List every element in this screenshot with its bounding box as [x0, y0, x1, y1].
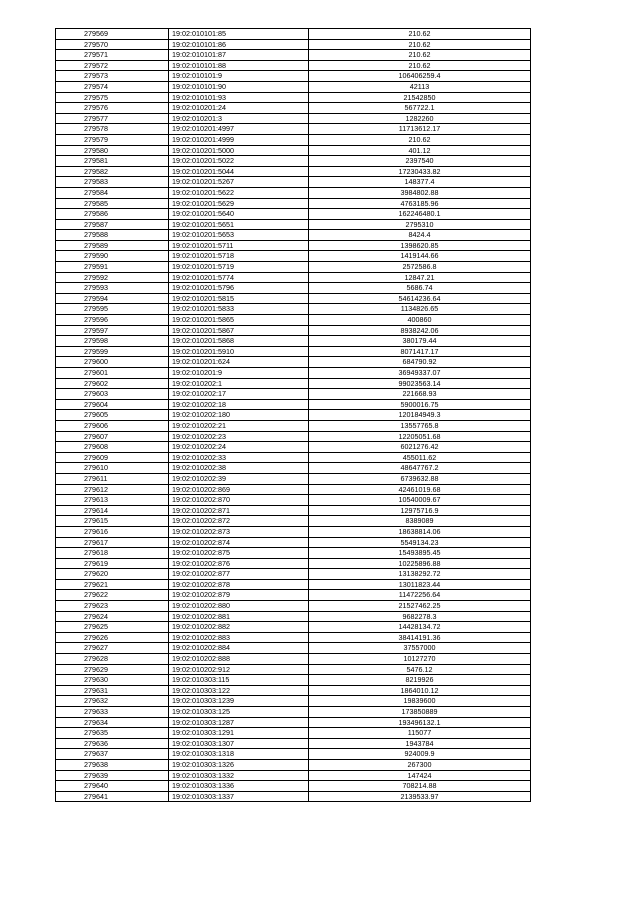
cadastral-number-cell: 19:02:010201:5910	[169, 346, 309, 357]
table-row	[56, 81, 531, 92]
cadastral-number-cell: 19:02:010202:870	[169, 495, 309, 506]
table-row	[56, 134, 531, 145]
row-number-cell: 279608	[56, 442, 169, 453]
row-number-cell: 279599	[56, 346, 169, 357]
cadastral-value-cell: 684790.92	[309, 357, 531, 368]
cadastral-value-cell: 6021276.42	[309, 442, 531, 453]
table-row	[56, 548, 531, 559]
cadastral-value-cell: 210.62	[309, 29, 531, 40]
cadastral-value-cell: 42461019.68	[309, 484, 531, 495]
row-number-cell: 279610	[56, 463, 169, 474]
cadastral-value-cell: 708214.88	[309, 781, 531, 792]
table-row	[56, 664, 531, 675]
cadastral-value-cell: 162246480.1	[309, 209, 531, 220]
table-row	[56, 378, 531, 389]
cadastral-number-cell: 19:02:010101:90	[169, 81, 309, 92]
row-number-cell: 279636	[56, 738, 169, 749]
row-number-cell: 279591	[56, 262, 169, 273]
row-number-cell: 279621	[56, 579, 169, 590]
table-row	[56, 420, 531, 431]
cadastral-number-cell: 19:02:010202:1	[169, 378, 309, 389]
table-row	[56, 315, 531, 326]
cadastral-number-cell: 19:02:010303:1332	[169, 770, 309, 781]
cadastral-value-cell: 48647767.2	[309, 463, 531, 474]
row-number-cell: 279605	[56, 410, 169, 421]
table-row	[56, 113, 531, 124]
cadastral-value-cell: 221668.93	[309, 389, 531, 400]
table-row	[56, 124, 531, 135]
table-row	[56, 198, 531, 209]
row-number-cell: 279635	[56, 728, 169, 739]
cadastral-number-cell: 19:02:010202:869	[169, 484, 309, 495]
table-row	[56, 770, 531, 781]
cadastral-number-cell: 19:02:010101:85	[169, 29, 309, 40]
row-number-cell: 279592	[56, 272, 169, 283]
data-table	[55, 28, 531, 802]
cadastral-value-cell: 19839600	[309, 696, 531, 707]
cadastral-value-cell: 37557000	[309, 643, 531, 654]
row-number-cell: 279623	[56, 601, 169, 612]
cadastral-number-cell: 19:02:010303:125	[169, 707, 309, 718]
cadastral-value-cell: 10540009.67	[309, 495, 531, 506]
cadastral-value-cell: 17230433.82	[309, 166, 531, 177]
row-number-cell: 279602	[56, 378, 169, 389]
row-number-cell: 279615	[56, 516, 169, 527]
cadastral-number-cell: 19:02:010303:122	[169, 685, 309, 696]
cadastral-value-cell: 210.62	[309, 39, 531, 50]
cadastral-value-cell: 5476.12	[309, 664, 531, 675]
cadastral-value-cell: 18638814.06	[309, 526, 531, 537]
cadastral-number-cell: 19:02:010202:874	[169, 537, 309, 548]
row-number-cell: 279632	[56, 696, 169, 707]
table-row	[56, 728, 531, 739]
table-row	[56, 389, 531, 400]
table-row	[56, 442, 531, 453]
cadastral-value-cell: 11713612.17	[309, 124, 531, 135]
table-row	[56, 484, 531, 495]
cadastral-value-cell: 120184949.3	[309, 410, 531, 421]
cadastral-number-cell: 19:02:010101:87	[169, 50, 309, 61]
cadastral-number-cell: 19:02:010201:5629	[169, 198, 309, 209]
table-row	[56, 749, 531, 760]
row-number-cell: 279619	[56, 558, 169, 569]
row-number-cell: 279578	[56, 124, 169, 135]
cadastral-number-cell: 19:02:010201:5867	[169, 325, 309, 336]
cadastral-value-cell: 42113	[309, 81, 531, 92]
table-row	[56, 410, 531, 421]
row-number-cell: 279617	[56, 537, 169, 548]
cadastral-number-cell: 19:02:010101:9	[169, 71, 309, 82]
table-row	[56, 717, 531, 728]
cadastral-number-cell: 19:02:010101:93	[169, 92, 309, 103]
row-number-cell: 279607	[56, 431, 169, 442]
table-row	[56, 39, 531, 50]
row-number-cell: 279590	[56, 251, 169, 262]
row-number-cell: 279593	[56, 283, 169, 294]
table-row	[56, 177, 531, 188]
table-row	[56, 601, 531, 612]
cadastral-number-cell: 19:02:010303:1307	[169, 738, 309, 749]
table-row	[56, 675, 531, 686]
cadastral-value-cell: 115077	[309, 728, 531, 739]
table-row	[56, 262, 531, 273]
row-number-cell: 279626	[56, 632, 169, 643]
cadastral-number-cell: 19:02:010303:1239	[169, 696, 309, 707]
table-row	[56, 156, 531, 167]
cadastral-value-cell: 12975716.9	[309, 505, 531, 516]
cadastral-number-cell: 19:02:010303:1337	[169, 791, 309, 802]
cadastral-number-cell: 19:02:010202:878	[169, 579, 309, 590]
table-row	[56, 579, 531, 590]
row-number-cell: 279576	[56, 103, 169, 114]
cadastral-number-cell: 19:02:010202:877	[169, 569, 309, 580]
cadastral-number-cell: 19:02:010303:1291	[169, 728, 309, 739]
row-number-cell: 279638	[56, 759, 169, 770]
cadastral-number-cell: 19:02:010202:873	[169, 526, 309, 537]
row-number-cell: 279601	[56, 368, 169, 379]
table-row	[56, 304, 531, 315]
cadastral-value-cell: 14428134.72	[309, 622, 531, 633]
row-number-cell: 279600	[56, 357, 169, 368]
table-row	[56, 336, 531, 347]
cadastral-value-cell: 38414191.36	[309, 632, 531, 643]
cadastral-value-cell: 8424.4	[309, 230, 531, 241]
row-number-cell: 279586	[56, 209, 169, 220]
cadastral-value-cell: 12205051.68	[309, 431, 531, 442]
cadastral-number-cell: 19:02:010201:5815	[169, 293, 309, 304]
row-number-cell: 279620	[56, 569, 169, 580]
cadastral-value-cell: 15493895.45	[309, 548, 531, 559]
table-row	[56, 230, 531, 241]
cadastral-number-cell: 19:02:010202:880	[169, 601, 309, 612]
table-row	[56, 357, 531, 368]
cadastral-value-cell: 193496132.1	[309, 717, 531, 728]
table-row	[56, 219, 531, 230]
cadastral-number-cell: 19:02:010303:115	[169, 675, 309, 686]
table-row	[56, 103, 531, 114]
row-number-cell: 279637	[56, 749, 169, 760]
cadastral-number-cell: 19:02:010201:5774	[169, 272, 309, 283]
row-number-cell: 279625	[56, 622, 169, 633]
cadastral-value-cell: 8071417.17	[309, 346, 531, 357]
cadastral-value-cell: 1864010.12	[309, 685, 531, 696]
cadastral-number-cell: 19:02:010202:180	[169, 410, 309, 421]
table-row	[56, 283, 531, 294]
cadastral-number-cell: 19:02:010202:875	[169, 548, 309, 559]
cadastral-number-cell: 19:02:010201:5796	[169, 283, 309, 294]
row-number-cell: 279569	[56, 29, 169, 40]
cadastral-number-cell: 19:02:010202:872	[169, 516, 309, 527]
cadastral-number-cell: 19:02:010201:5833	[169, 304, 309, 315]
cadastral-value-cell: 3984802.88	[309, 187, 531, 198]
cadastral-number-cell: 19:02:010201:5000	[169, 145, 309, 156]
row-number-cell: 279596	[56, 315, 169, 326]
cadastral-value-cell: 455011.62	[309, 452, 531, 463]
cadastral-value-cell: 13557765.8	[309, 420, 531, 431]
table-row	[56, 473, 531, 484]
table-row	[56, 707, 531, 718]
cadastral-number-cell: 19:02:010201:9	[169, 368, 309, 379]
cadastral-number-cell: 19:02:010101:88	[169, 60, 309, 71]
cadastral-value-cell: 54614236.64	[309, 293, 531, 304]
row-number-cell: 279639	[56, 770, 169, 781]
table-row	[56, 325, 531, 336]
table-row	[56, 50, 531, 61]
table-row	[56, 293, 531, 304]
cadastral-value-cell: 1398620.85	[309, 240, 531, 251]
row-number-cell: 279633	[56, 707, 169, 718]
row-number-cell: 279584	[56, 187, 169, 198]
cadastral-number-cell: 19:02:010201:4999	[169, 134, 309, 145]
cadastral-value-cell: 924009.9	[309, 749, 531, 760]
cadastral-number-cell: 19:02:010201:5865	[169, 315, 309, 326]
cadastral-number-cell: 19:02:010201:5868	[169, 336, 309, 347]
cadastral-value-cell: 8389089	[309, 516, 531, 527]
cadastral-value-cell: 1282260	[309, 113, 531, 124]
table-row	[56, 505, 531, 516]
cadastral-number-cell: 19:02:010201:5718	[169, 251, 309, 262]
cadastral-number-cell: 19:02:010202:879	[169, 590, 309, 601]
cadastral-number-cell: 19:02:010201:5267	[169, 177, 309, 188]
cadastral-number-cell: 19:02:010201:5044	[169, 166, 309, 177]
cadastral-number-cell: 19:02:010202:888	[169, 654, 309, 665]
cadastral-value-cell: 400860	[309, 315, 531, 326]
cadastral-value-cell: 106406259.4	[309, 71, 531, 82]
cadastral-value-cell: 173850889	[309, 707, 531, 718]
cadastral-value-cell: 9682278.3	[309, 611, 531, 622]
row-number-cell: 279589	[56, 240, 169, 251]
row-number-cell: 279573	[56, 71, 169, 82]
row-number-cell: 279614	[56, 505, 169, 516]
table-row	[56, 92, 531, 103]
cadastral-number-cell: 19:02:010201:624	[169, 357, 309, 368]
row-number-cell: 279570	[56, 39, 169, 50]
table-row	[56, 632, 531, 643]
row-number-cell: 279582	[56, 166, 169, 177]
row-number-cell: 279597	[56, 325, 169, 336]
cadastral-value-cell: 5686.74	[309, 283, 531, 294]
cadastral-number-cell: 19:02:010202:21	[169, 420, 309, 431]
table-row	[56, 781, 531, 792]
table-row	[56, 759, 531, 770]
cadastral-number-cell: 19:02:010202:38	[169, 463, 309, 474]
cadastral-value-cell: 11472256.64	[309, 590, 531, 601]
row-number-cell: 279616	[56, 526, 169, 537]
cadastral-number-cell: 19:02:010202:24	[169, 442, 309, 453]
row-number-cell: 279580	[56, 145, 169, 156]
cadastral-value-cell: 21542850	[309, 92, 531, 103]
cadastral-value-cell: 8219926	[309, 675, 531, 686]
table-row	[56, 685, 531, 696]
cadastral-number-cell: 19:02:010201:5653	[169, 230, 309, 241]
cadastral-number-cell: 19:02:010202:884	[169, 643, 309, 654]
cadastral-number-cell: 19:02:010202:871	[169, 505, 309, 516]
cadastral-number-cell: 19:02:010303:1287	[169, 717, 309, 728]
table-row	[56, 272, 531, 283]
cadastral-number-cell: 19:02:010202:881	[169, 611, 309, 622]
cadastral-value-cell: 1419144.66	[309, 251, 531, 262]
cadastral-number-cell: 19:02:010201:24	[169, 103, 309, 114]
table-row	[56, 463, 531, 474]
row-number-cell: 279588	[56, 230, 169, 241]
table-row	[56, 166, 531, 177]
cadastral-number-cell: 19:02:010202:33	[169, 452, 309, 463]
table-row	[56, 452, 531, 463]
cadastral-number-cell: 19:02:010201:5651	[169, 219, 309, 230]
row-number-cell: 279622	[56, 590, 169, 601]
table-row	[56, 558, 531, 569]
cadastral-number-cell: 19:02:010101:86	[169, 39, 309, 50]
cadastral-value-cell: 1943784	[309, 738, 531, 749]
cadastral-value-cell: 210.62	[309, 60, 531, 71]
cadastral-value-cell: 401.12	[309, 145, 531, 156]
row-number-cell: 279634	[56, 717, 169, 728]
cadastral-number-cell: 19:02:010202:876	[169, 558, 309, 569]
row-number-cell: 279587	[56, 219, 169, 230]
cadastral-number-cell: 19:02:010202:912	[169, 664, 309, 675]
row-number-cell: 279575	[56, 92, 169, 103]
cadastral-value-cell: 8938242.06	[309, 325, 531, 336]
cadastral-value-cell: 6739632.88	[309, 473, 531, 484]
cadastral-number-cell: 19:02:010202:882	[169, 622, 309, 633]
row-number-cell: 279629	[56, 664, 169, 675]
cadastral-value-cell: 36949337.07	[309, 368, 531, 379]
row-number-cell: 279583	[56, 177, 169, 188]
table-row	[56, 251, 531, 262]
table-body	[56, 29, 531, 802]
table-row	[56, 346, 531, 357]
table-row	[56, 516, 531, 527]
row-number-cell: 279611	[56, 473, 169, 484]
cadastral-number-cell: 19:02:010201:5640	[169, 209, 309, 220]
cadastral-value-cell: 2795310	[309, 219, 531, 230]
row-number-cell: 279577	[56, 113, 169, 124]
table-row	[56, 29, 531, 40]
row-number-cell: 279574	[56, 81, 169, 92]
cadastral-value-cell: 99023563.14	[309, 378, 531, 389]
cadastral-number-cell: 19:02:010201:5711	[169, 240, 309, 251]
cadastral-value-cell: 210.62	[309, 50, 531, 61]
cadastral-number-cell: 19:02:010201:5622	[169, 187, 309, 198]
table-row	[56, 431, 531, 442]
table-row	[56, 71, 531, 82]
cadastral-number-cell: 19:02:010303:1336	[169, 781, 309, 792]
table-row	[56, 209, 531, 220]
table-row	[56, 526, 531, 537]
row-number-cell: 279594	[56, 293, 169, 304]
cadastral-value-cell: 380179.44	[309, 336, 531, 347]
table-row	[56, 696, 531, 707]
row-number-cell: 279609	[56, 452, 169, 463]
cadastral-value-cell: 147424	[309, 770, 531, 781]
cadastral-value-cell: 21527462.25	[309, 601, 531, 612]
table-row	[56, 611, 531, 622]
cadastral-value-cell: 210.62	[309, 134, 531, 145]
row-number-cell: 279631	[56, 685, 169, 696]
cadastral-value-cell: 13138292.72	[309, 569, 531, 580]
table-row	[56, 654, 531, 665]
row-number-cell: 279572	[56, 60, 169, 71]
row-number-cell: 279624	[56, 611, 169, 622]
row-number-cell: 279579	[56, 134, 169, 145]
table-row	[56, 590, 531, 601]
cadastral-number-cell: 19:02:010201:5719	[169, 262, 309, 273]
cadastral-value-cell: 12847.21	[309, 272, 531, 283]
cadastral-value-cell: 267300	[309, 759, 531, 770]
cadastral-number-cell: 19:02:010202:17	[169, 389, 309, 400]
table-row	[56, 60, 531, 71]
row-number-cell: 279618	[56, 548, 169, 559]
cadastral-number-cell: 19:02:010201:4997	[169, 124, 309, 135]
cadastral-value-cell: 5900016.75	[309, 399, 531, 410]
table-row	[56, 495, 531, 506]
row-number-cell: 279598	[56, 336, 169, 347]
row-number-cell: 279603	[56, 389, 169, 400]
row-number-cell: 279581	[56, 156, 169, 167]
cadastral-number-cell: 19:02:010202:39	[169, 473, 309, 484]
row-number-cell: 279595	[56, 304, 169, 315]
cadastral-value-cell: 2397540	[309, 156, 531, 167]
row-number-cell: 279604	[56, 399, 169, 410]
row-number-cell: 279571	[56, 50, 169, 61]
table-row	[56, 187, 531, 198]
table-row	[56, 368, 531, 379]
table-row	[56, 537, 531, 548]
cadastral-value-cell: 567722.1	[309, 103, 531, 114]
cadastral-number-cell: 19:02:010202:18	[169, 399, 309, 410]
row-number-cell: 279585	[56, 198, 169, 209]
table-row	[56, 622, 531, 633]
cadastral-number-cell: 19:02:010303:1318	[169, 749, 309, 760]
row-number-cell: 279628	[56, 654, 169, 665]
row-number-cell: 279640	[56, 781, 169, 792]
cadastral-number-cell: 19:02:010201:3	[169, 113, 309, 124]
row-number-cell: 279613	[56, 495, 169, 506]
row-number-cell: 279606	[56, 420, 169, 431]
cadastral-value-cell: 1134826.65	[309, 304, 531, 315]
cadastral-number-cell: 19:02:010202:883	[169, 632, 309, 643]
cadastral-value-cell: 148377.4	[309, 177, 531, 188]
cadastral-number-cell: 19:02:010303:1326	[169, 759, 309, 770]
table-row	[56, 399, 531, 410]
table-row	[56, 569, 531, 580]
table-row	[56, 240, 531, 251]
cadastral-value-cell: 10225896.88	[309, 558, 531, 569]
cadastral-value-cell: 10127270	[309, 654, 531, 665]
row-number-cell: 279612	[56, 484, 169, 495]
cadastral-number-cell: 19:02:010201:5022	[169, 156, 309, 167]
table-row	[56, 791, 531, 802]
row-number-cell: 279641	[56, 791, 169, 802]
table-row	[56, 738, 531, 749]
cadastral-value-cell: 2572586.8	[309, 262, 531, 273]
row-number-cell: 279627	[56, 643, 169, 654]
table-row	[56, 643, 531, 654]
cadastral-number-cell: 19:02:010202:23	[169, 431, 309, 442]
cadastral-value-cell: 13011823.44	[309, 579, 531, 590]
cadastral-value-cell: 5549134.23	[309, 537, 531, 548]
table-row	[56, 145, 531, 156]
cadastral-value-cell: 4763185.96	[309, 198, 531, 209]
cadastral-value-cell: 2139533.97	[309, 791, 531, 802]
row-number-cell: 279630	[56, 675, 169, 686]
